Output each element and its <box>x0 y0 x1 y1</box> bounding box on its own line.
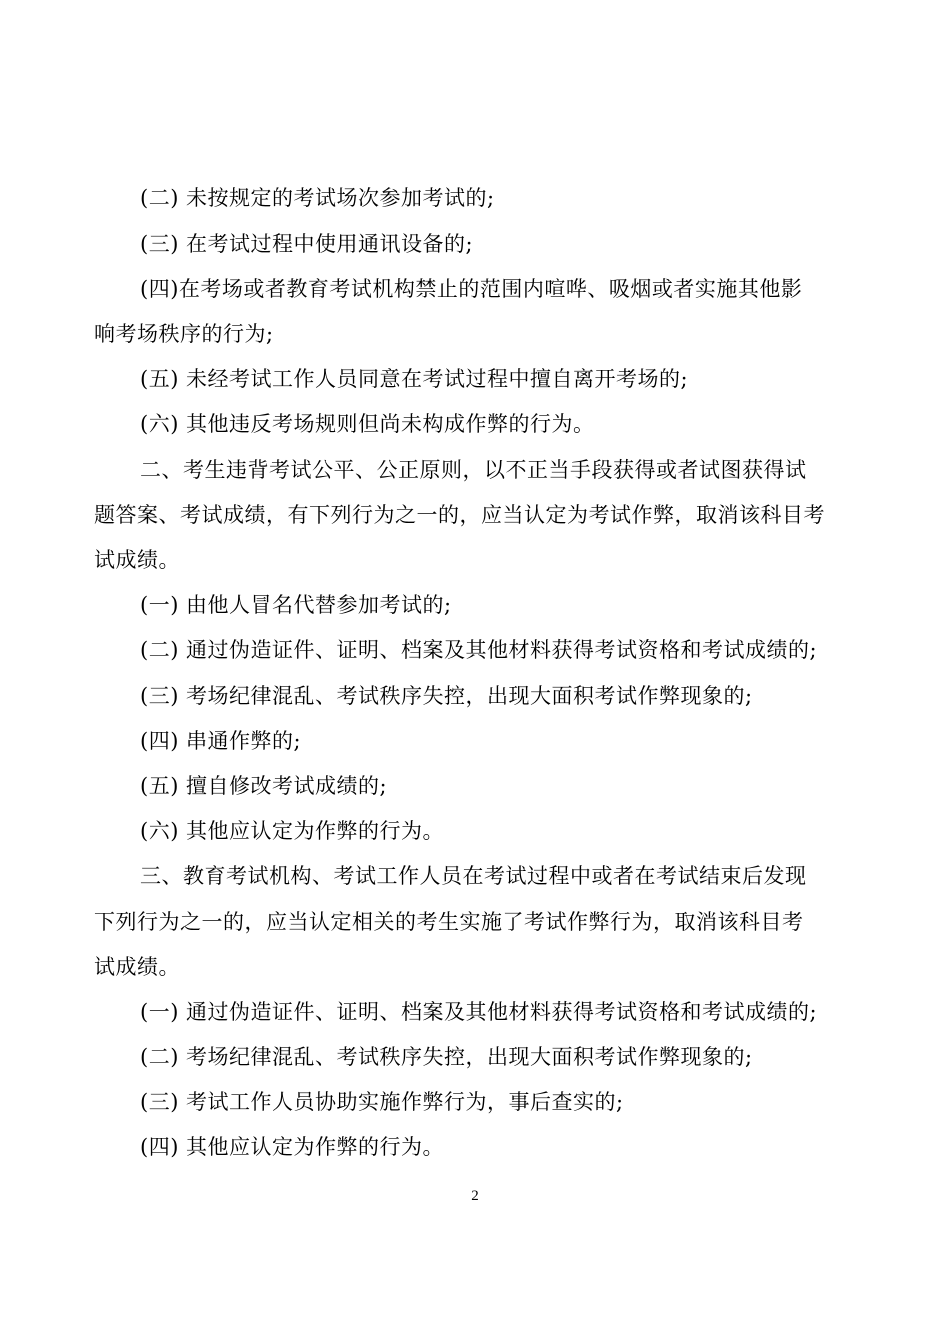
list-item: (四) 串通作弊的; <box>140 729 302 753</box>
list-item: (六) 其他违反考场规则但尚未构成作弊的行为。 <box>140 412 595 436</box>
list-item: (一) 由他人冒名代替参加考试的; <box>140 593 452 617</box>
section-heading-paragraph: 二、考生违背考试公平、公正原则，以不正当手段获得或者试图获得试 <box>140 458 807 482</box>
list-item: (四)在考场或者教育考试机构禁止的范围内喧哗、吸烟或者实施其他影 <box>140 277 803 301</box>
paragraph-line: 试成绩。 <box>94 955 180 979</box>
list-item: (五) 擅自修改考试成绩的; <box>140 774 388 798</box>
paragraph-line: 下列行为之一的，应当认定相关的考生实施了考试作弊行为，取消该科目考 <box>94 910 804 934</box>
list-item: (二) 未按规定的考试场次参加考试的; <box>140 186 495 210</box>
list-item: (一) 通过伪造证件、证明、档案及其他材料获得考试资格和考试成绩的; <box>140 1000 818 1024</box>
list-item-continuation: 响考场秩序的行为; <box>94 322 274 346</box>
list-item: (二) 通过伪造证件、证明、档案及其他材料获得考试资格和考试成绩的; <box>140 638 818 662</box>
paragraph-line: 试成绩。 <box>94 548 180 572</box>
list-item: (五) 未经考试工作人员同意在考试过程中擅自离开考场的; <box>140 367 689 391</box>
page-number: 2 <box>471 1188 479 1204</box>
section-heading-paragraph: 三、教育考试机构、考试工作人员在考试过程中或者在考试结束后发现 <box>140 864 807 888</box>
list-item: (二) 考场纪律混乱、考试秩序失控，出现大面积考试作弊现象的; <box>140 1045 753 1069</box>
list-item: (三) 考试工作人员协助实施作弊行为，事后查实的; <box>140 1090 624 1114</box>
paragraph-line: 题答案、考试成绩，有下列行为之一的，应当认定为考试作弊，取消该科目考 <box>94 503 825 527</box>
list-item: (三) 考场纪律混乱、考试秩序失控，出现大面积考试作弊现象的; <box>140 684 753 708</box>
list-item: (三) 在考试过程中使用通讯设备的; <box>140 232 474 256</box>
list-item: (六) 其他应认定为作弊的行为。 <box>140 819 445 843</box>
list-item: (四) 其他应认定为作弊的行为。 <box>140 1135 445 1159</box>
